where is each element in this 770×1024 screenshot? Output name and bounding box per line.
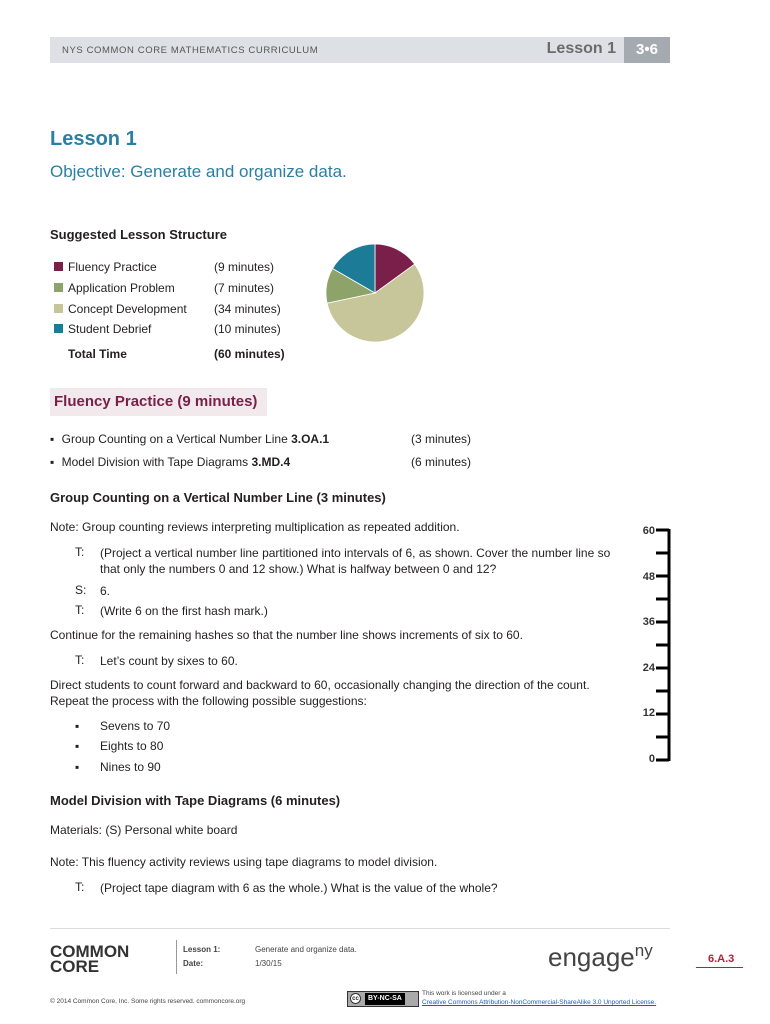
group-counting-note: Note: Group counting reviews interpreting multiplication as repeated addition. <box>50 520 460 534</box>
page-code-underline <box>696 967 743 968</box>
number-line-label: 12 <box>642 707 655 719</box>
curriculum-title: NYS COMMON CORE MATHEMATICS CURRICULUM <box>62 45 319 56</box>
number-line-label: 0 <box>648 753 655 765</box>
structure-item-time: (10 minutes) <box>214 322 281 336</box>
direct-text: Direct students to count forward and backward to 60, occasionally changing the direction of the count. Repeat the process with the following possible suggestions: <box>50 678 590 708</box>
lesson-structure-pie <box>320 238 430 348</box>
structure-item-label: Student Debrief <box>68 322 152 336</box>
objective: Objective: Generate and organize data. <box>50 162 347 181</box>
structure-heading: Suggested Lesson Structure <box>50 227 227 242</box>
grade-module-badge: 3•6 <box>624 37 670 63</box>
structure-item-label: Application Problem <box>68 281 175 295</box>
dialogue-label: T: <box>75 880 85 894</box>
group-counting-heading: Group Counting on a Vertical Number Line (3 minutes) <box>50 490 386 505</box>
continue-text: Continue for the remaining hashes so that the number line shows increments of six to 60. <box>50 628 523 642</box>
total-time: (60 minutes) <box>214 347 285 361</box>
suggestion-item <box>75 739 164 753</box>
fluency-swatch <box>54 262 63 271</box>
number-line-label: 48 <box>642 571 655 583</box>
bullet-text: Group Counting on a Vertical Number Line <box>61 432 292 446</box>
cc-badge-text: BY-NC-SA <box>365 993 405 1005</box>
structure-item-time: (9 minutes) <box>214 260 275 274</box>
number-line-label: 36 <box>642 616 655 628</box>
logo-line-2: CORE <box>50 957 100 976</box>
bullet-text: Model Division with Tape Diagrams <box>61 455 252 469</box>
bullet-time: (6 minutes) <box>411 455 472 469</box>
engageny-logo <box>548 942 653 973</box>
footer-date-value: 1/30/15 <box>255 959 282 968</box>
concept-swatch <box>54 304 63 313</box>
suggestion-item <box>75 719 171 733</box>
license-line-1: This work is licensed under a <box>422 990 506 997</box>
bullet-icon: ▪ <box>50 432 55 446</box>
fluency-heading <box>50 388 267 416</box>
suggestion-text: Nines to 90 <box>100 760 161 774</box>
fluency-bullet-2 <box>50 455 290 469</box>
dialogue-label: T: <box>75 653 85 667</box>
suggestion-text: Sevens to 70 <box>100 719 171 733</box>
header-lesson: Lesson 1 <box>546 40 616 57</box>
structure-item-time: (34 minutes) <box>214 302 281 316</box>
dialogue-text: 6. <box>100 584 111 598</box>
engage-text: engage <box>548 942 635 972</box>
bullet-standard: 3.MD.4 <box>251 455 291 469</box>
common-core-logo <box>50 944 129 974</box>
debrief-swatch <box>54 324 63 333</box>
dialogue-text: (Write 6 on the first hash mark.) <box>100 604 268 618</box>
copyright: © 2014 Common Core, Inc. Some rights reserved. commoncore.org <box>50 998 246 1005</box>
dialogue-label: T: <box>75 603 85 617</box>
bullet-standard: 3.OA.1 <box>291 432 330 446</box>
cc-icon: cc <box>350 993 361 1004</box>
tape-materials: Materials: (S) Personal white board <box>50 823 238 837</box>
bullet-time: (3 minutes) <box>411 432 472 446</box>
bullet-icon: ▪ <box>75 739 80 753</box>
footer-lesson-label: Lesson 1: <box>183 945 221 954</box>
suggestion-text: Eights to 80 <box>100 739 164 753</box>
license-link[interactable]: Creative Commons Attribution-NonCommercial-ShareAlike 3.0 Unported License. <box>422 999 657 1006</box>
bullet-icon: ▪ <box>50 455 55 469</box>
tape-note: Note: This fluency activity reviews using tape diagrams to model division. <box>50 855 438 869</box>
structure-item-label: Concept Development <box>68 302 187 316</box>
header-bar <box>50 37 670 63</box>
number-line-label: 24 <box>642 662 655 674</box>
footer-separator <box>176 940 177 974</box>
dialogue-text: (Project a vertical number line partitioned into intervals of 6, as shown. Cover the number line so that only the numbers 0 and 12 show.) What is halfway between 0 and 12? <box>100 546 611 576</box>
bullet-icon: ▪ <box>75 760 80 774</box>
vertical-number-line <box>620 523 680 773</box>
total-label: Total Time <box>68 347 127 361</box>
ny-text: ny <box>634 940 653 960</box>
footer-lesson-value: Generate and organize data. <box>255 945 357 954</box>
bullet-icon: ▪ <box>75 719 80 733</box>
dialogue-text: (Project tape diagram with 6 as the whole.) What is the value of the whole? <box>100 881 498 895</box>
structure-item-label: Fluency Practice <box>68 260 157 274</box>
fluency-heading-text: Fluency Practice (9 minutes) <box>54 393 258 410</box>
page-title: Lesson 1 <box>50 128 137 150</box>
structure-item-time: (7 minutes) <box>214 281 275 295</box>
footer-date-label: Date: <box>183 959 204 968</box>
tape-heading: Model Division with Tape Diagrams (6 minutes) <box>50 793 341 808</box>
dialogue-label: S: <box>75 583 87 597</box>
suggestion-item <box>75 760 161 774</box>
cc-license-badge[interactable] <box>347 991 419 1007</box>
footer-divider <box>50 928 670 929</box>
application-swatch <box>54 283 63 292</box>
number-line-svg <box>620 523 680 773</box>
page-code: 6.A.3 <box>708 953 735 965</box>
dialogue-label: T: <box>75 545 85 559</box>
logo-line-1: COMMON <box>50 942 130 961</box>
dialogue-text: Let’s count by sixes to 60. <box>100 654 238 668</box>
fluency-bullet-1 <box>50 432 329 446</box>
number-line-label: 60 <box>642 525 655 537</box>
